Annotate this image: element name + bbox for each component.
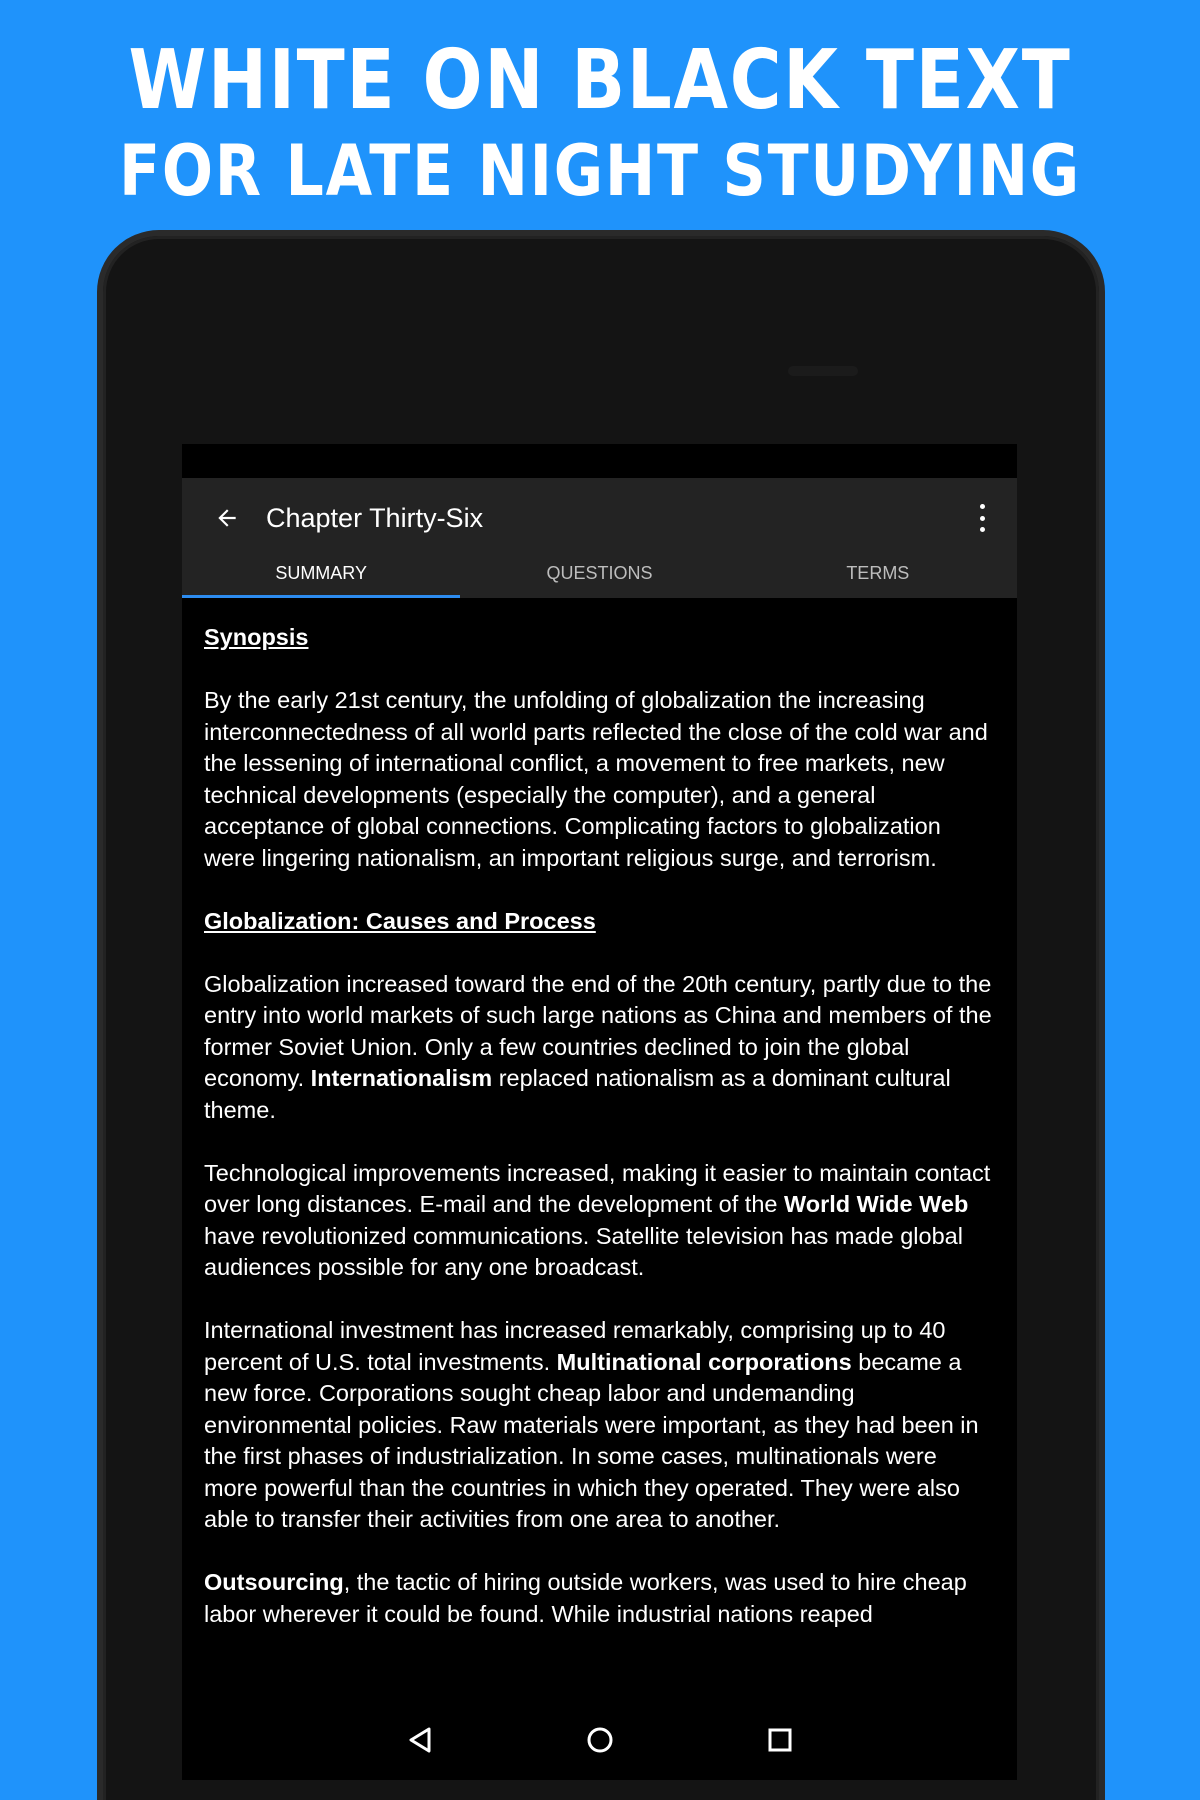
paragraph-text: became a new force. Corporations sought cheap labor and undemanding environmental policies. Raw materials were important, as they had been in the first phases of industrialization. In some cases, multinationals were more powerful than the countries in which they operated. They were also able to transfer their activities from one area to another. (204, 1348, 979, 1532)
paragraph-text: Globalization increased toward the end of the 20th century, partly due to the entry into world markets of such large nations as China and members of the former Soviet Union. Only a few countries declined to join the global economy. (204, 970, 992, 1091)
paragraph-synopsis: By the early 21st century, the unfolding of globalization the increasing interconnectedness of all world parts reflected the close of the cold war and the lessening of international conflict, a movement to free markets, new technical developments (especially the computer), and a general acceptance of global connections. Complicating factors to globalization were lingering nationalism, an important religious surge, and terrorism. (204, 687, 988, 871)
bold-term: Outsourcing (204, 1569, 344, 1595)
nav-home-button[interactable] (585, 1725, 615, 1755)
nav-back-icon (407, 1726, 433, 1754)
paragraph-globalization (204, 969, 995, 1127)
tab-questions[interactable]: QUESTIONS (546, 563, 653, 583)
headline-line-2: FOR LATE NIGHT STUDYING (119, 130, 1081, 212)
tab-bar (182, 558, 1017, 598)
navigation-bar (182, 1700, 1017, 1780)
summary-content[interactable] (182, 598, 1017, 1680)
more-options-button[interactable] (977, 504, 987, 532)
more-vert-icon (980, 504, 985, 509)
camera-icon (788, 366, 858, 376)
section-heading-globalization: Globalization: Causes and Process (204, 907, 596, 934)
paragraph-investment (204, 1315, 995, 1536)
paragraph-text: International investment has increased remarkably, comprising up to 40 percent of U.S. total investments. (204, 1317, 946, 1375)
paragraph-technology (204, 1158, 995, 1284)
paragraph-text: have revolutionized communications. Satellite television has made global audiences possible for any one broadcast. (204, 1222, 963, 1280)
tablet-screen (182, 444, 1017, 1780)
paragraph-text: replaced nationalism as a dominant cultural theme. (204, 1065, 951, 1123)
bold-term: Internationalism (310, 1065, 493, 1091)
headline-line-1: WHITE ON BLACK TEXT (128, 33, 1072, 128)
page-title: Chapter Thirty-Six (266, 502, 484, 533)
nav-recents-icon (767, 1727, 793, 1753)
status-bar (182, 444, 1017, 478)
section-heading-synopsis: Synopsis (204, 624, 309, 650)
more-vert-icon-dot (980, 516, 985, 521)
back-button[interactable] (212, 503, 242, 533)
app-bar (182, 478, 1017, 558)
promo-headline (0, 33, 1200, 212)
nav-back-button[interactable] (405, 1725, 435, 1755)
arrow-left-icon (214, 505, 240, 531)
bold-term: Multinational corporations (556, 1348, 852, 1375)
nav-home-icon (586, 1726, 614, 1754)
nav-recents-button[interactable] (765, 1725, 795, 1755)
paragraph-outsourcing (204, 1567, 995, 1630)
tablet-frame (103, 236, 1099, 1800)
tab-summary[interactable]: SUMMARY (182, 558, 460, 598)
paragraph-text: Technological improvements increased, making it easier to maintain contact over long distances. E-mail and the development of the (204, 1159, 991, 1217)
paragraph-text: , the tactic of hiring outside workers, was used to hire cheap labor wherever it could be found. While industrial nations reaped (204, 1569, 967, 1627)
more-vert-icon-dot (980, 527, 985, 532)
bold-term: World Wide Web (784, 1191, 969, 1217)
tab-terms[interactable]: TERMS (846, 563, 910, 583)
